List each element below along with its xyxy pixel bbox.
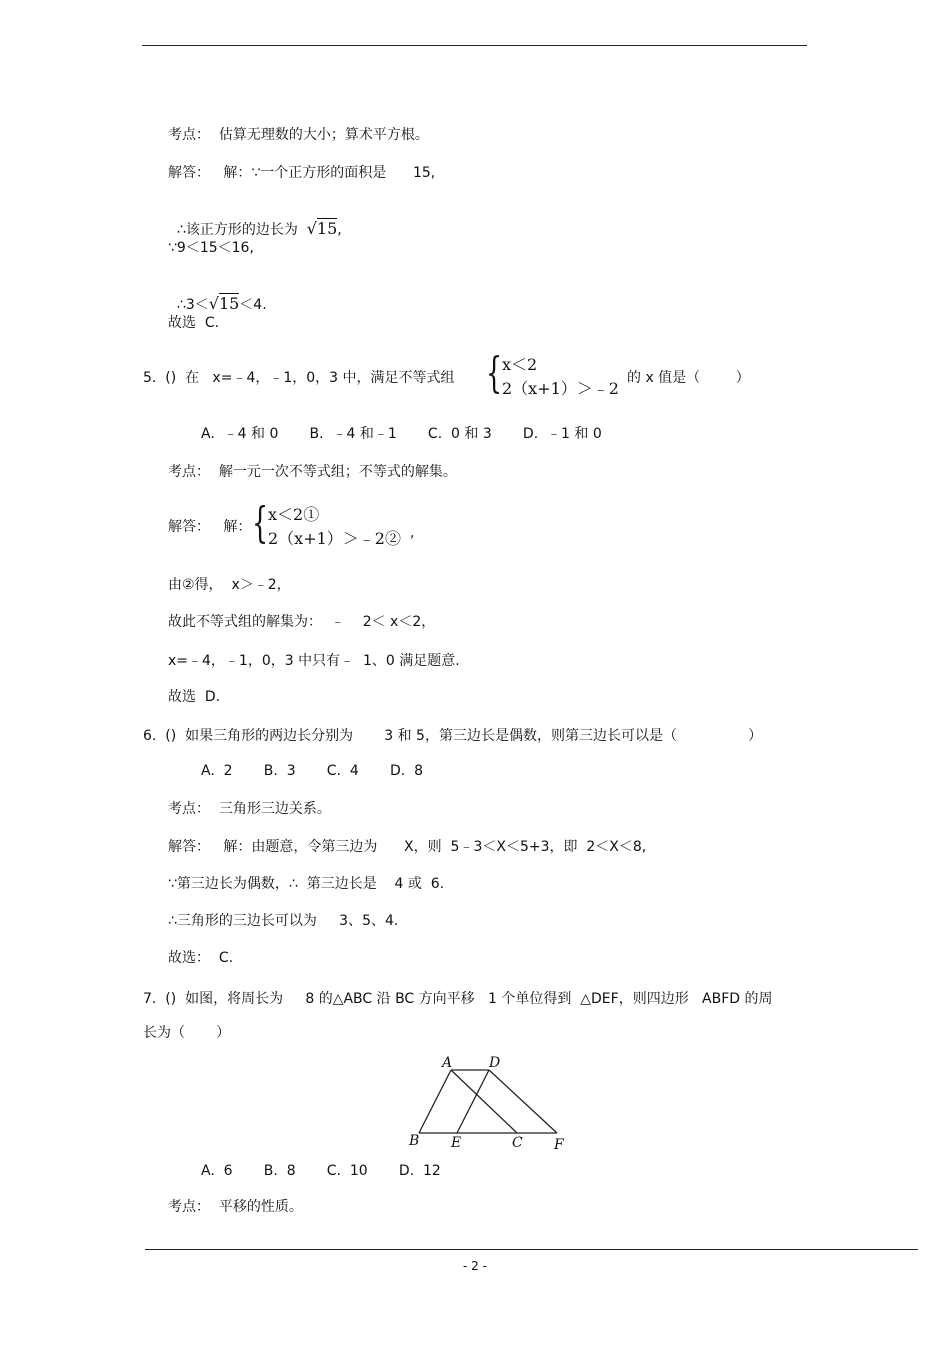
segment-ab: [419, 1070, 451, 1133]
label-a: A: [442, 1055, 453, 1071]
q5-inequality-system: { x＜2 2（x+1）＞﹣2: [486, 348, 619, 398]
q6-answer-line-3: ∴三角形的三边长可以为 3、5、4.: [168, 913, 399, 929]
footer-rule: [145, 1249, 918, 1250]
q4-line4-pre: ∴3＜: [176, 297, 209, 313]
label-b: B: [409, 1133, 420, 1149]
q6-answer-line-1: 解答： 解：由题意，令第三边为 X，则 5﹣3＜X＜5+3，即 2＜X＜8,: [168, 839, 647, 855]
q6-answer-line-2: ∵第三边长为偶数，∴ 第三边长是 4 或 6.: [168, 876, 445, 892]
label-d: D: [489, 1055, 501, 1071]
label-c: C: [512, 1135, 523, 1151]
q6-kaodian: 考点： 三角形三边关系。: [168, 801, 331, 817]
q5-answer-label: 解答： 解：: [168, 519, 252, 535]
q6-options: A. 2 B. 3 C. 4 D. 8: [201, 763, 423, 779]
q5-answer-line-2: 故此不等式组的解集为： ﹣ 2＜ x＜2，: [168, 614, 436, 630]
q5-sys-row-2: 2（x+1）＞﹣2: [502, 379, 619, 398]
q4-answer-line-3: ∵9＜15＜16,: [168, 240, 254, 256]
q5-answer-line-1: 由②得， x＞﹣2，: [168, 577, 291, 593]
q4-kaodian: 考点： 估算无理数的大小；算术平方根。: [168, 127, 429, 143]
label-f: F: [554, 1137, 564, 1152]
q5-answer-system: { x＜2① 2（x+1）＞﹣2②: [252, 498, 401, 548]
q4-answer-line-2: [168, 202, 342, 239]
q5-options: A. ﹣4 和 0 B. ﹣4 和﹣1 C. 0 和 3 D. ﹣1 和 0: [201, 426, 602, 442]
q5-answer-line-4: 故选 D.: [168, 689, 221, 705]
q5-kaodian: 考点： 解一元一次不等式组；不等式的解集。: [168, 464, 457, 480]
q5-answer-line-3: x=﹣4，﹣1，0，3 中只有﹣ 1、0 满足题意.: [168, 653, 460, 669]
q5-ans-row-1: x＜2①: [268, 505, 320, 524]
segment-df: [489, 1070, 557, 1133]
q4-answer-line-4: [168, 277, 267, 314]
q7-stem-line-2: 长为（ ）: [143, 1025, 231, 1041]
q5-ans-row-2: 2（x+1）＞﹣2②: [268, 529, 401, 548]
q7-kaodian: 考点： 平移的性质。: [168, 1199, 303, 1215]
header-rule: [142, 45, 807, 46]
q5-stem: 5. () 在 x=﹣4，﹣1，0，3 中，满足不等式组: [143, 370, 455, 386]
q4-line4-post: ＜4.: [239, 297, 267, 313]
q6-answer-line-4: 故选： C.: [168, 950, 234, 966]
label-e: E: [451, 1135, 462, 1151]
sqrt-15: √15: [306, 219, 338, 238]
q6-stem: 6. () 如果三角形的两边长分别为 3 和 5，第三边长是偶数，则第三边长可以是（ ）: [143, 728, 763, 744]
q7-options: A. 6 B. 8 C. 10 D. 12: [201, 1163, 441, 1179]
q5-answer-comma: ,: [410, 525, 415, 541]
q4-answer-line-1: 解答： 解：∵一个正方形的面积是 15,: [168, 165, 436, 181]
q7-stem-line-1: 7. () 如图，将周长为 8 的△ABC 沿 BC 方向平移 1 个单位得到 △DEF，则四边形 ABFD 的周: [143, 991, 773, 1007]
q5-sys-row-1: x＜2: [502, 355, 538, 374]
q7-translation-figure: [405, 1052, 575, 1152]
q4-answer-line-5: 故选 C.: [168, 315, 220, 331]
q4-line2-comma: ,: [337, 222, 342, 238]
q4-line2-text: ∴该正方形的边长为: [176, 222, 307, 238]
q5-stem-end: 的 x 值是（ ）: [627, 370, 750, 386]
sqrt-15-b: √15: [208, 294, 240, 313]
page-number: - 2 -: [463, 1259, 487, 1273]
